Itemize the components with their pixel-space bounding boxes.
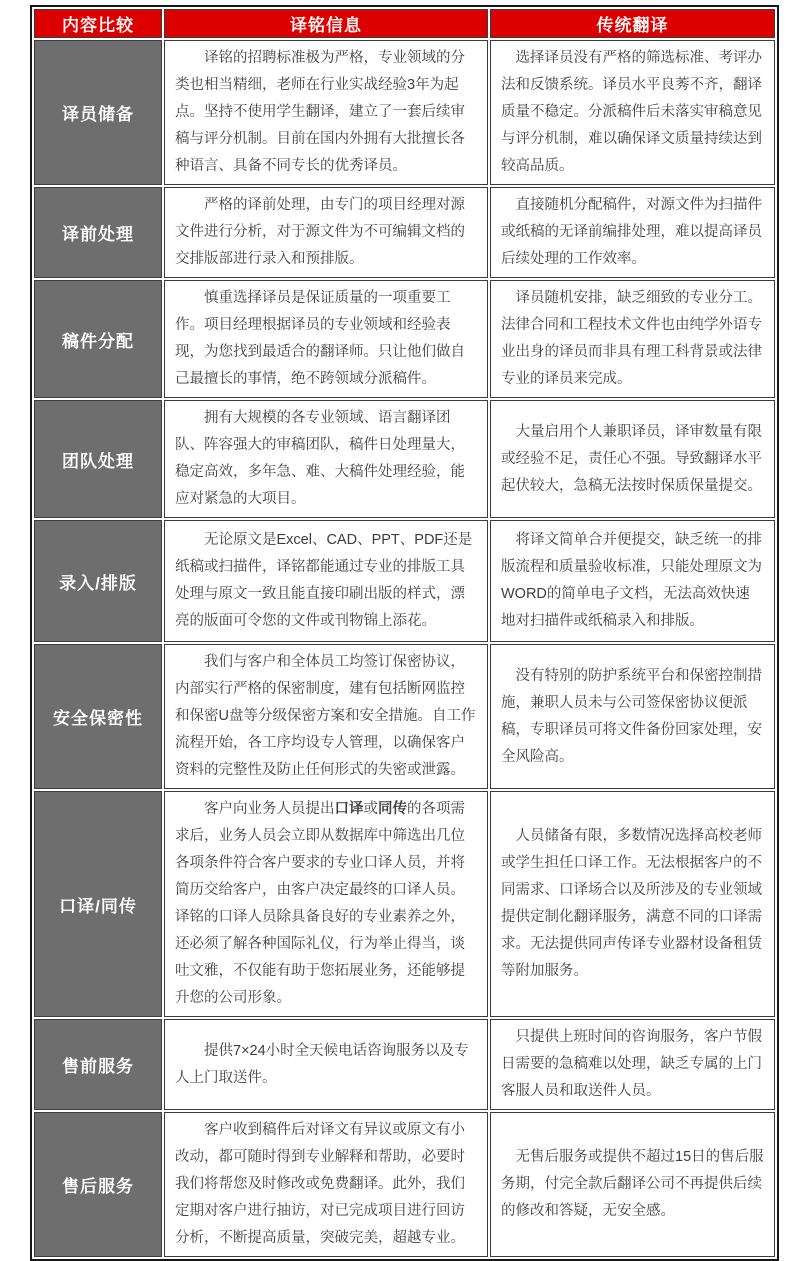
yiming-text: 我们与客户和全体员工均签订保密协议，内部实行严格的保密制度，建有包括断网监控和保密U盘等分级保密方案和安全措施。自工作流程开始，各工序均设专人管理，以确保客户资料的完整性及防止任何形式的失密或泄露。 [175,654,476,778]
row-label-pre-translation: 译前处理 [34,187,162,278]
table-row [34,40,775,185]
yiming-text: 译铭的招聘标准极为严格，专业领域的分类也相当精细，老师在行业实战经验3年为起点。坚持不使用学生翻译，建立了一套后续审稿与评分机制。目前在国内外拥有大批擅长各种语言、具备不同专长的优秀译员。 [175,50,465,174]
yiming-text [175,796,477,1012]
column-header-yiming: 译铭信息 [164,9,488,38]
traditional-text: 大量启用个人兼职译员，译审数量有限或经验不足，责任心不强。导致翻译水平起伏较大，急稿无法按时保质保量提交。 [501,423,762,494]
yiming-text: 无论原文是Excel、CAD、PPT、PDF还是纸稿或扫描件，译铭都能通过专业的排版工具处理与原文一致且能直接印刷出版的样式，漂亮的版面可令您的文件或刊物锦上添花。 [175,532,473,629]
yiming-text: 提供7×24小时全天候电话咨询服务以及专人上门取送件。 [175,1042,469,1086]
traditional-text: 人员储备有限，多数情况选择高校老师或学生担任口译工作。无法根据客户的不同需求、口译场合以及所涉及的专业领域提供定制化翻译服务，满意不同的口译需求。无法提供同声传译专业器材设备租赁等附加服务。 [501,828,762,979]
traditional-cell [490,280,775,398]
row-label-typesetting: 录入/排版 [34,520,162,642]
yiming-cell [164,280,488,398]
text-segment: 客户向业务人员提出 [204,801,335,817]
yiming-cell [164,1019,488,1110]
row-label-translator-pool: 译员储备 [34,40,162,185]
yiming-text: 严格的译前处理，由专门的项目经理对源文件进行分析，对于源文件为不可编辑文档的交排版部进行录入和预排版。 [175,197,465,267]
yiming-cell [164,40,488,185]
traditional-cell [490,520,775,642]
traditional-text: 直接随机分配稿件，对源文件为扫描件或纸稿的无译前编排处理，难以提高译员后续处理的工作效率。 [501,197,762,267]
yiming-cell [164,400,488,518]
row-label-assignment: 稿件分配 [34,280,162,398]
row-label-security: 安全保密性 [34,644,162,789]
column-header-traditional: 传统翻译 [490,9,775,38]
yiming-cell [164,520,488,642]
table-row [34,400,775,518]
traditional-cell [490,791,775,1017]
text-segment: 的各项需求后，业务人员会立即从数据库中筛选出几位各项条件符合客户要求的专业口译人员，并将简历交给客户，由客户决定最终的口译人员。译铭的口译人员除具备良好的专业素养之外，还必须了解各种国际礼仪，行为举止得当，谈吐文雅，不仅能有助于您拓展业务，还能够提升您的公司形象。 [175,801,465,1006]
header-row [34,9,775,38]
yiming-cell [164,1112,488,1257]
table-row [34,644,775,789]
traditional-text: 译员随机安排，缺乏细致的专业分工。法律合同和工程技术文件也由纯学外语专业出身的译员而非具有理工科背景或法律专业的译员来完成。 [501,290,762,387]
column-header-compare: 内容比较 [34,9,162,38]
traditional-cell [490,1112,775,1257]
yiming-cell [164,644,488,789]
yiming-text: 客户收到稿件后对译文有异议或原文有小改动，都可随时得到专业解释和帮助，必要时我们将帮您及时修改或免费翻译。此外，我们定期对客户进行抽访，对已完成项目进行回访分析，不断提高质量，突破完美，超越专业。 [175,1122,465,1246]
text-segment: 或 [363,801,378,817]
table-row [34,1019,775,1110]
traditional-text: 选择译员没有严格的筛选标准、考评办法和反馈系统。译员水平良莠不齐，翻译质量不稳定。分派稿件后未落实审稿意见与评分机制，难以确保译文质量持续达到较高品质。 [501,50,762,174]
row-label-aftersale-service: 售后服务 [34,1112,162,1257]
row-label-interpreting: 口译/同传 [34,791,162,1017]
traditional-text: 无售后服务或提供不超过15日的售后服务期，付完全款后翻译公司不再提供后续的修改和答疑，无安全感。 [501,1149,764,1219]
traditional-text: 将译文简单合并便提交，缺乏统一的排版流程和质量验收标准，只能处理原文为WORD的简单电子文档，无法高效快速地对扫描件或纸稿录入和排版。 [501,532,762,629]
yiming-text: 慎重选择译员是保证质量的一项重要工作。项目经理根据译员的专业领域和经验表现，为您找到最适合的翻译师。只让他们做自己最擅长的事情，绝不跨领域分派稿件。 [175,290,465,387]
traditional-cell [490,40,775,185]
traditional-cell [490,400,775,518]
comparison-table [30,5,779,1261]
yiming-cell [164,791,488,1017]
highlighted-term: 口译 [334,801,364,817]
table-row [34,1112,775,1257]
table-row [34,187,775,278]
table-row [34,520,775,642]
row-label-presale-service: 售前服务 [34,1019,162,1110]
traditional-text: 没有特别的防护系统平台和保密控制措施，兼职人员未与公司签保密协议便派稿，专职译员可将文件备份回家处理，安全风险高。 [501,667,762,765]
traditional-cell [490,644,775,789]
table-row [34,791,775,1017]
row-label-team-processing: 团队处理 [34,400,162,518]
traditional-text: 只提供上班时间的咨询服务，客户节假日需要的急稿难以处理，缺乏专属的上门客服人员和取送件人员。 [501,1029,762,1099]
table-row [34,280,775,398]
yiming-cell [164,187,488,278]
traditional-cell [490,1019,775,1110]
traditional-cell [490,187,775,278]
yiming-text: 拥有大规模的各专业领域、语言翻译团队、阵容强大的审稿团队，稿件日处理量大，稳定高效，多年急、难、大稿件处理经验，能应对紧急的大项目。 [175,410,465,507]
highlighted-term: 同传 [378,801,407,817]
